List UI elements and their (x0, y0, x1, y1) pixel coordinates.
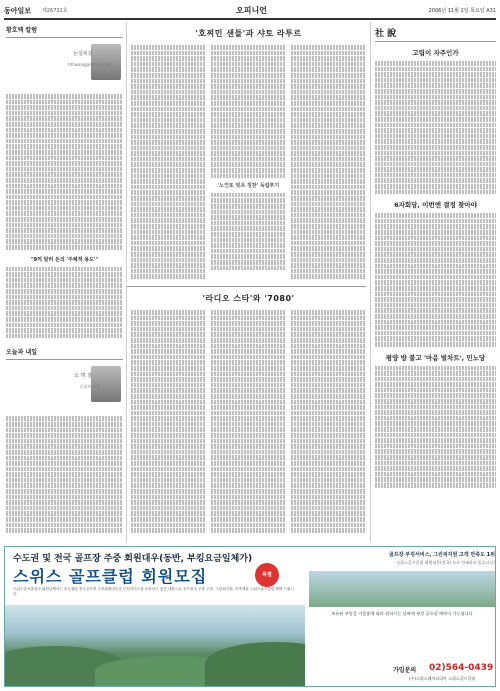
author-title: 논설위원 (73, 51, 93, 57)
masthead (4, 4, 496, 20)
mid-bottom-headline: '라디오 스타'와 '7080' (202, 294, 295, 303)
column2-name: 오늘과 내일 (6, 344, 123, 360)
ad-title-line1: 수도권 및 전국 골프장 주중 회원대우(동반, 부킹요금일체가) (13, 554, 253, 564)
editorial-body-3 (375, 366, 496, 488)
column2-body (6, 416, 123, 532)
mid-top-article (126, 22, 366, 282)
ad-phone-label: 가입문의 (393, 667, 417, 674)
column-body (6, 94, 123, 250)
mid-top-body (131, 45, 366, 280)
editorial-body-2 (375, 213, 496, 346)
editorial-body-1 (375, 61, 496, 194)
byline-2 (6, 364, 123, 412)
section-title: 오피니언 (236, 6, 267, 15)
ad-club-name: (주)스위스레저코리아 스위스골프클럽 (409, 676, 476, 681)
byline (6, 42, 123, 90)
author2-name: 오 명 철 (74, 373, 92, 380)
ad-right-text: 보유된 부킹을 거뭄홈에 따라 원하시는 날짜에 부킹 골프장 예약이 가능합니다 (331, 611, 473, 616)
column-body-2 (6, 267, 123, 339)
ad-title-line2: 스위스 골프클럽 회원모집 (13, 567, 208, 586)
column-name: 황호택 칼럼 (6, 22, 123, 38)
mid-top-headline: '호찌민 샌들'과 샤토 라투르 (195, 29, 302, 38)
ad-right-subtitle: 스위스골프클럽 회원님은(전국) 모두 만족하고 있습니다! (396, 560, 495, 565)
ad-special-badge: 특별 (255, 563, 279, 587)
mid-bottom-body (131, 310, 366, 534)
newspaper-brand: 동아일보 (4, 7, 32, 15)
mid-bottom-article (126, 286, 366, 542)
ad-description: 스위스골프클럽의 회원님께서는 수도권및 전국골프장 주중회원대우및 부킹서비스를 보장하고 좋은 내용으로 골프장주 주중 주말, 그린피지원, 숙박제휴 스위스골프클럽 혜택 드립니다. (13, 587, 294, 596)
author-email: hthwang@donga.com (68, 62, 112, 67)
editorial-title-1: 고립이 자주인가 (412, 49, 459, 57)
golf-course-image (5, 605, 305, 686)
column-subhead: "9억 달러 돈의 '주체적 용도'" (30, 256, 98, 263)
golf-club-advertisement[interactable] (4, 546, 496, 687)
editorial-title-3: 평양 방 불고 '마음 벌차트', 민노당 (385, 353, 486, 362)
editorial-label: 社 說 (375, 22, 496, 42)
clubhouse-image (309, 571, 495, 607)
ad-left-panel (5, 547, 305, 686)
issue-date: 2006년 11월 2일 목요일 A31 (428, 8, 496, 14)
mid-top-subhead: '노인또 빗츠 칭찬' 독립투기 (217, 183, 280, 190)
ad-right-panel (309, 547, 495, 686)
editorial-column (370, 22, 496, 542)
left-column (6, 22, 123, 542)
issue-number: 제26722호 (42, 8, 68, 14)
ad-phone-number[interactable]: 02)564-0439 (429, 663, 494, 673)
ad-right-title: 골프장 부킹서비스, 그린피지원 고객 만족도 1위 (389, 552, 495, 558)
editorial-title-2: 6자회담, 이번엔 결정 찾아야 (394, 201, 477, 210)
author2-title: 문화부 부장 (79, 384, 101, 390)
